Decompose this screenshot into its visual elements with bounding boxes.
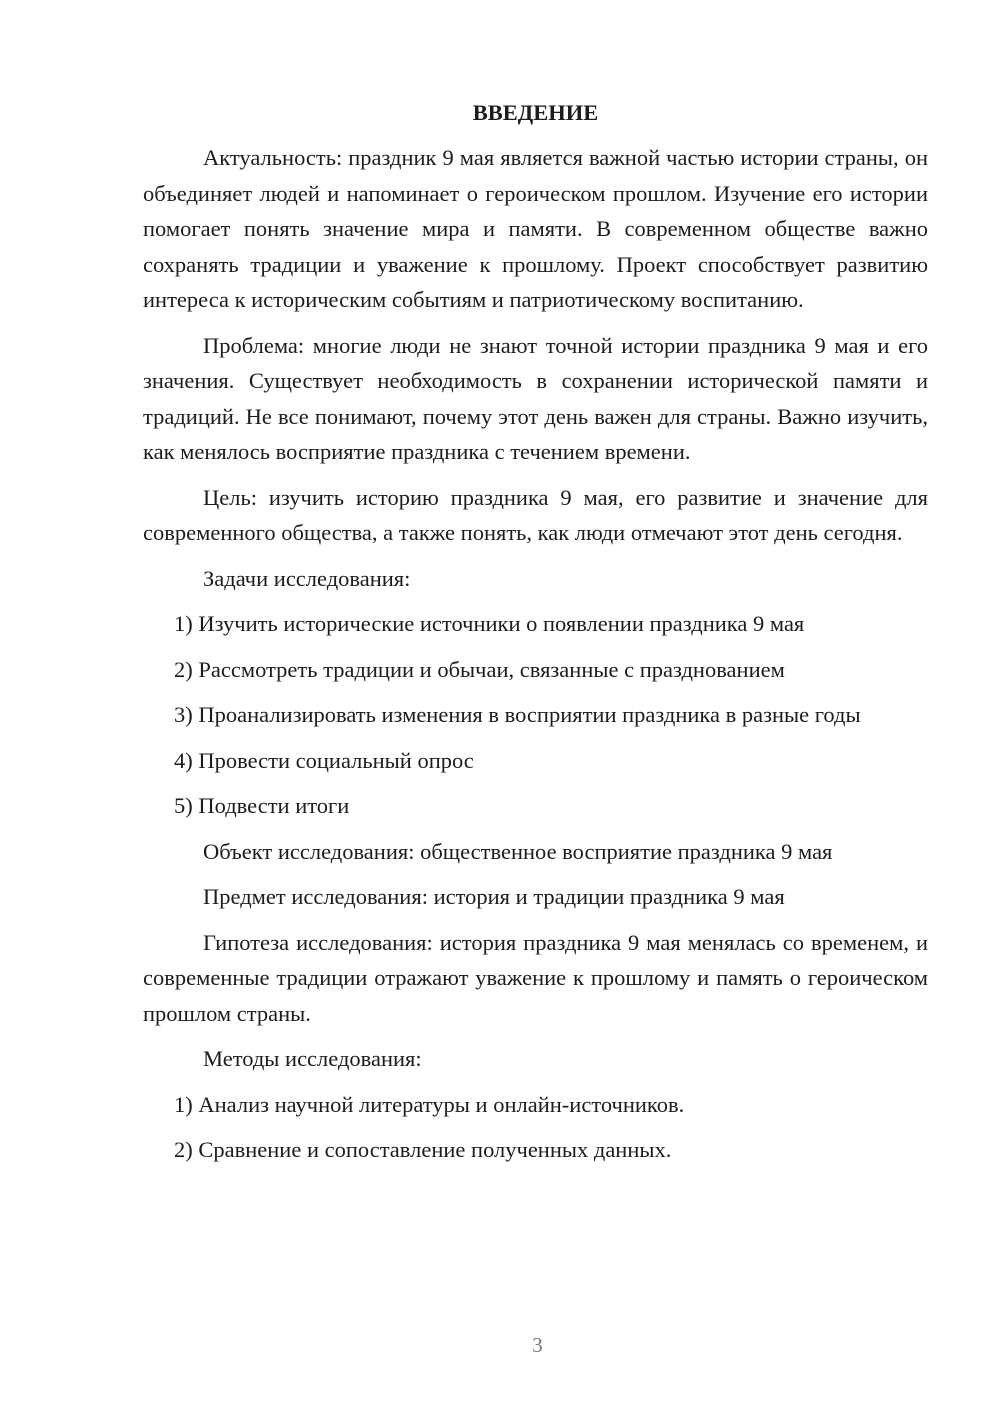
task-item: 2) Рассмотреть традиции и обычаи, связанные с празднованием <box>174 656 785 682</box>
method-item: 1) Анализ научной литературы и онлайн-источников. <box>174 1091 685 1117</box>
methods-heading: Методы исследования: <box>203 1046 422 1071</box>
section-title: ВВЕДЕНИЕ <box>472 100 599 125</box>
hypothesis-paragraph: Гипотеза исследования: история праздника 9 мая менялась со временем, и современные традиции отражают уважение к прошлому и память о героическом прошлом страны. <box>143 929 928 1026</box>
goal-paragraph: Цель: изучить историю праздника 9 мая, его развитие и значение для современного общества, а также понять, как люди отмечают этот день сегодня. <box>143 484 928 545</box>
tasks-heading: Задачи исследования: <box>203 565 411 591</box>
relevance-paragraph: Актуальность: праздник 9 мая является важной частью истории страны, он объединяет людей и напоминает о героическом прошлом. Изучение его истории помогает понять значение мира и памяти. В современном обществе важно сохранять традиции и уважение к прошлому. Проект способствует развитию интереса к историческим событиям и патриотическому воспитанию. <box>143 145 928 312</box>
page-number: 3 <box>532 1333 543 1357</box>
research-subject: Предмет исследования: история и традиции праздника 9 мая <box>203 884 785 909</box>
task-item: 3) Проанализировать изменения в восприятии праздника в разные годы <box>174 702 861 727</box>
task-item: 5) Подвести итоги <box>174 793 350 818</box>
problem-paragraph: Проблема: многие люди не знают точной истории праздника 9 мая и его значения. Существует необходимость в сохранении исторической памяти и традиций. Не все понимают, почему этот день важен для страны. Важно изучить, как менялось восприятие праздника с течением времени. <box>143 332 928 464</box>
page-content <box>143 95 928 1178</box>
task-item: 1) Изучить исторические источники о появлении праздника 9 мая <box>174 611 805 636</box>
research-object: Объект исследования: общественное восприятие праздника 9 мая <box>203 838 833 864</box>
method-item: 2) Сравнение и сопоставление полученных данных. <box>174 1137 672 1162</box>
task-item: 4) Провести социальный опрос <box>174 747 474 773</box>
